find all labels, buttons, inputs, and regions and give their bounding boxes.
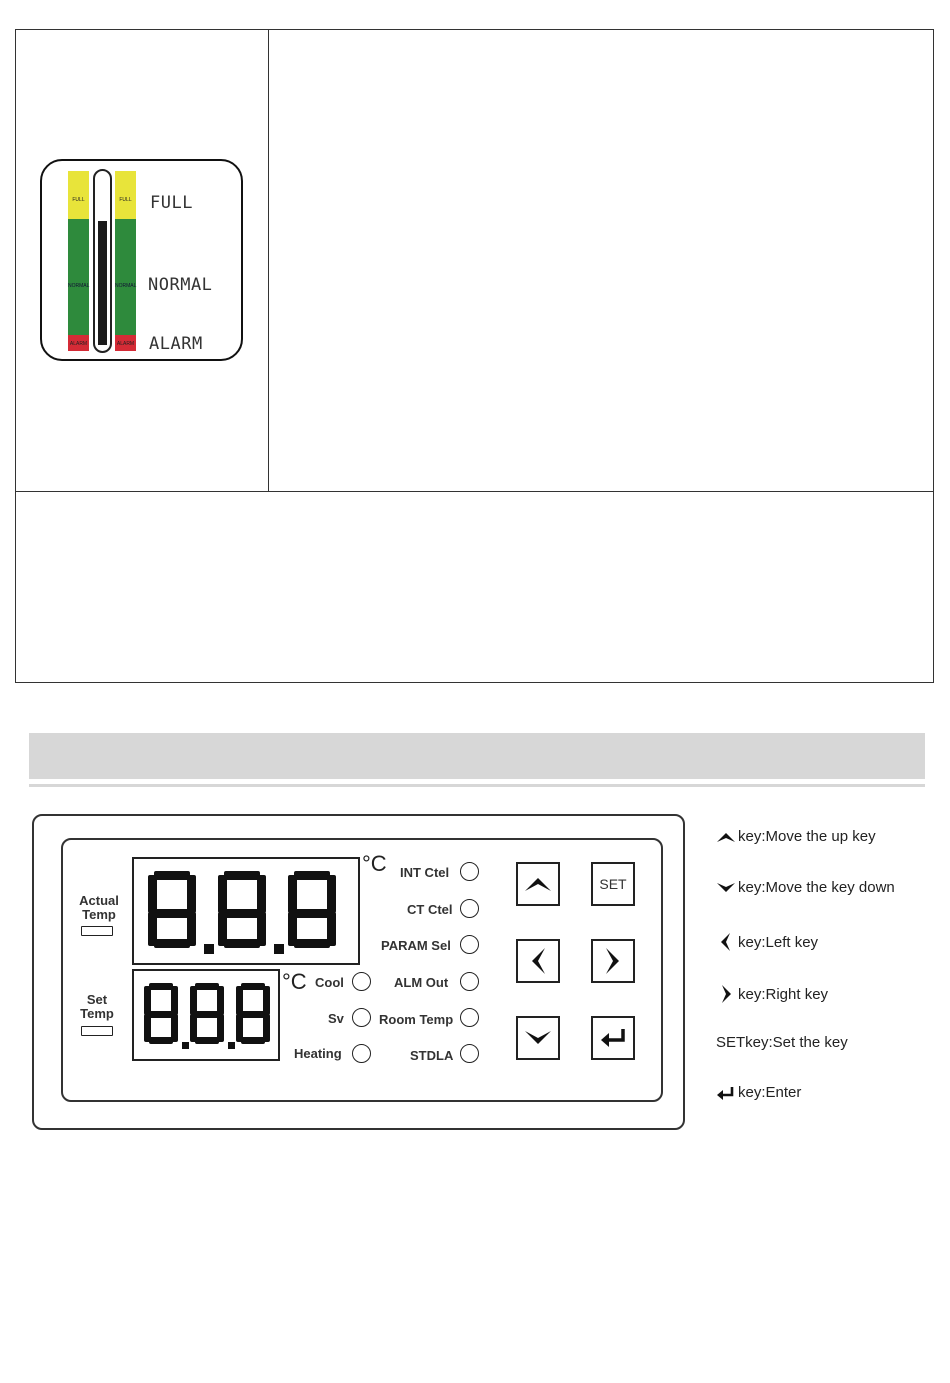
- right-key[interactable]: [591, 939, 635, 983]
- actual-temp-unit: °C: [362, 851, 387, 876]
- level-bar-right: [115, 171, 136, 351]
- level-segment-full: [68, 171, 89, 219]
- level-segment-normal: [115, 219, 136, 335]
- indicator-led-int-ctel: [460, 862, 479, 881]
- set-temp-display: [132, 969, 280, 1061]
- chevron-left-icon: [716, 932, 736, 952]
- legend-enter: [716, 1084, 801, 1101]
- chevron-up-icon: [716, 830, 736, 844]
- section-header-underline: [29, 784, 925, 787]
- actual-temp-label: Actual Temp: [79, 893, 119, 922]
- up-key[interactable]: [516, 862, 560, 906]
- chevron-up-icon: [523, 874, 553, 894]
- set-temp-label: Set Temp: [80, 992, 114, 1021]
- legend-enter-text: key:Enter: [738, 1084, 802, 1101]
- legend-set: [716, 1034, 848, 1051]
- bar-label-alarm: ALARM: [116, 341, 135, 347]
- level-label-normal: NORMAL: [148, 275, 213, 295]
- table-row-divider: [16, 491, 933, 492]
- indicator-led-stdla: [460, 1044, 479, 1063]
- legend-up-text: key:Move the up key: [738, 828, 876, 845]
- set-key-label: SET: [599, 876, 627, 892]
- indicator-led-heating: [352, 1044, 371, 1063]
- indicator-led-cool: [352, 972, 371, 991]
- legend-right: [716, 984, 828, 1004]
- set-temp-led: [81, 1026, 113, 1036]
- legend-right-text: key:Right key: [738, 985, 829, 1003]
- indicator-label-stdla: STDLA: [410, 1048, 454, 1063]
- set-key[interactable]: [591, 862, 635, 906]
- indicator-label-param-sel: PARAM Sel: [381, 938, 451, 953]
- level-tube-fill: [98, 221, 107, 345]
- chevron-down-icon: [716, 881, 736, 895]
- indicator-label-cool: Cool: [315, 975, 344, 990]
- enter-icon: [716, 1085, 736, 1101]
- chevron-left-icon: [528, 946, 548, 976]
- decimal-point: [228, 1042, 235, 1049]
- bar-label-full: FULL: [72, 197, 85, 203]
- bar-label-full: FULL: [119, 197, 132, 203]
- chevron-right-icon: [603, 946, 623, 976]
- enter-key[interactable]: [591, 1016, 635, 1060]
- level-tube: [93, 169, 112, 353]
- set-temp-unit: °C: [282, 969, 307, 994]
- indicator-led-alm-out: [460, 972, 479, 991]
- level-segment-full: [115, 171, 136, 219]
- legend-set-text: SETkey:Set the key: [716, 1034, 848, 1051]
- bar-label-normal: NORMAL: [115, 283, 137, 289]
- legend-left: [716, 932, 818, 952]
- table-column-divider: [268, 30, 269, 491]
- legend-left-text: key:Left key: [738, 933, 819, 951]
- actual-temp-digits: [134, 859, 358, 963]
- decimal-point: [182, 1042, 189, 1049]
- left-key[interactable]: [516, 939, 560, 983]
- chevron-down-icon: [523, 1028, 553, 1048]
- indicator-label-heating: Heating: [294, 1046, 342, 1061]
- bar-label-alarm: ALARM: [69, 341, 88, 347]
- indicator-led-ct-ctel: [460, 899, 479, 918]
- set-temp-digits: [134, 971, 278, 1059]
- decimal-point: [274, 944, 284, 954]
- indicator-label-sv: Sv: [328, 1011, 344, 1026]
- level-label-alarm: ALARM: [149, 334, 203, 354]
- enter-icon: [598, 1027, 628, 1049]
- indicator-label-room-temp: Room Temp: [379, 1012, 454, 1027]
- level-indicator: [40, 159, 243, 361]
- indicator-label-int-ctel: INT Ctel: [400, 865, 450, 880]
- indicator-label-ct-ctel: CT Ctel: [407, 902, 453, 917]
- actual-temp-display: [132, 857, 360, 965]
- legend-down: [716, 879, 895, 896]
- indicator-led-sv: [352, 1008, 371, 1027]
- indicator-led-param-sel: [460, 935, 479, 954]
- level-bar-left: [68, 171, 89, 351]
- chevron-right-icon: [716, 984, 736, 1004]
- section-header-bar: [29, 733, 925, 779]
- legend-down-text: key:Move the key down: [738, 879, 895, 896]
- legend-up: [716, 828, 876, 845]
- bar-label-normal: NORMAL: [68, 283, 90, 289]
- actual-temp-led: [81, 926, 113, 936]
- indicator-led-room-temp: [460, 1008, 479, 1027]
- level-label-full: FULL: [150, 193, 193, 213]
- decimal-point: [204, 944, 214, 954]
- down-key[interactable]: [516, 1016, 560, 1060]
- level-segment-normal: [68, 219, 89, 335]
- indicator-label-alm-out: ALM Out: [394, 975, 449, 990]
